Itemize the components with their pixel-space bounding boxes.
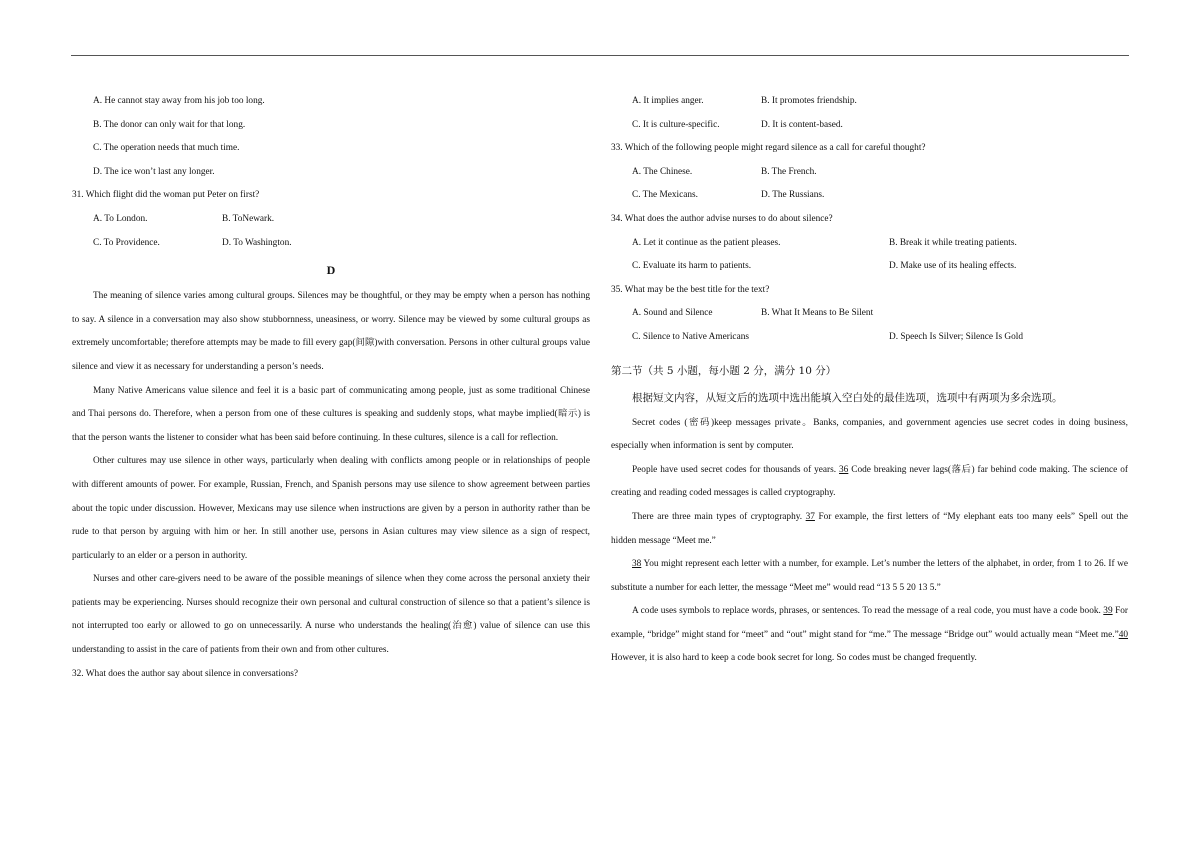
- q32-stem: 32. What does the author say about silence in conversations?: [72, 668, 298, 679]
- section-2-title: 第二节（共 5 小题，每小题 2 分，满分 10 分）: [611, 364, 837, 377]
- cloze-text: For example, the first letters of “My elephant eats too many eels” Spell out the hidden message “Meet me.”: [611, 511, 1129, 546]
- q32-options: [611, 90, 1128, 137]
- section-2-instructions: 根据短文内容，从短文后的选项中选出能填入空白处的最佳选项，选项中有两项为多余选项。: [632, 391, 1063, 404]
- passage-paragraph-1: The meaning of silence varies among cultural groups. Silences may be thoughtful, or they may be empty when a person has nothing to say. A silence in a conversation may also show stubbornness, uneasiness, or worry. Silence may be viewed by some cultural groups as extremely uncomfortable; therefore attempts may be made to fill every gap(间隙)with conversation. Persons in other cultural groups value silence and view it as necessary for understanding a person’s needs.: [72, 291, 590, 372]
- q32-option-a: A. It implies anger.: [632, 96, 704, 106]
- cloze-paragraph-5: [611, 600, 1128, 671]
- passage-paragraph-4: Nurses and other care-givers need to be aware of the possible meanings of silence when they come across the personal anxiety their patients may be experiencing. Nurses should recognize their own personal and cultural construction of silence so that a patient’s silence is not interrupted too early or allowed to go on unnecessarily. A nurse who understands the healing(治愈) value of silence can use this understanding to assist in the care of patients from their own and from other cultures.: [72, 574, 590, 656]
- cloze-paragraph-1: Secret codes (密码)keep messages private。Banks, companies, and government agencies use secret codes in doing business, especially when information is sent by computer.: [611, 417, 1128, 452]
- cloze-blank-39: 39: [1103, 606, 1113, 617]
- q31-option-d: D. To Washington.: [222, 237, 292, 248]
- q34-options: [611, 232, 1128, 279]
- q30-option-d: D. The ice won’t last any longer.: [93, 166, 215, 177]
- passage-paragraph-3: Other cultures may use silence in other ways, particularly when dealing with conflicts among people or in relationships of people with different amounts of power. For example, Russian, French, and Spanish persons may use silence to show agreement between parties about the topic under discussion. However, Mexicans may use silence when instructions are given by a person in authority rather than be rude to that person by arguing with him or her. In still another use, persons in Asian cultures may view silence as a sign of respect, particularly to an elder or a person in authority.: [72, 456, 590, 561]
- cloze-text: A code uses symbols to replace words, phrases, or sentences. To read the message of a real code, you must have a code book.: [632, 606, 1104, 617]
- q31-stem: 31. Which flight did the woman put Peter on first?: [72, 190, 260, 201]
- q33-option-d: D. The Russians.: [761, 190, 825, 201]
- q32-option-b: B. It promotes friendship.: [761, 96, 857, 106]
- q30-option-c: C. The operation needs that much time.: [93, 143, 240, 154]
- q35-options: [611, 302, 1128, 349]
- cloze-paragraph-3: [611, 506, 1128, 553]
- cloze-text: People have used secret codes for thousands of years.: [632, 464, 840, 475]
- q31-option-b: B. ToNewark.: [222, 213, 275, 224]
- cloze-paragraph-2: [611, 459, 1128, 506]
- passage-paragraph-2: Many Native Americans value silence and feel it is a basic part of communicating among people, just as some traditional Chinese and Thai persons do. Therefore, when a person from one of these cultures is speaking and suddenly stops, what maybe implied(暗示) is that the person wants the listener to consider what has been said before continuing. In these cultures, silence is a call for reflection.: [72, 385, 590, 443]
- q34-stem: 34. What does the author advise nurses to do about silence?: [611, 213, 833, 224]
- q30-option-b: B. The donor can only wait for that long.: [93, 119, 246, 130]
- section-d-heading: D: [326, 263, 336, 278]
- cloze-blank-40: 40: [1118, 629, 1128, 640]
- q34-option-d: D. Make use of its healing effects.: [889, 261, 1017, 272]
- q35-stem: 35. What may be the best title for the text?: [611, 284, 770, 295]
- q33-option-a: A. The Chinese.: [632, 166, 693, 177]
- cloze-text: You might represent each letter with a number, for example. Let’s number the letters of the alphabet, in order, from 1 to 26. If we substitute a number for each letter, the message “Meet me” would read “13 5 5 20 13 5.”: [611, 559, 1128, 593]
- cloze-paragraph-4: [611, 553, 1128, 600]
- cloze-text: There are three main types of cryptography.: [632, 511, 806, 522]
- q31-option-c: C. To Providence.: [93, 237, 160, 248]
- q32-option-d: D. It is content-based.: [761, 119, 843, 130]
- q33-stem: 33. Which of the following people might regard silence as a call for careful thought?: [611, 143, 926, 154]
- q35-option-d: D. Speech Is Silver; Silence Is Gold: [889, 331, 1024, 342]
- cloze-text: For example, “bridge” might stand for “meet” and “out” might stand for “me.” The message “Bridge out” would actually mean “Meet me.”: [611, 606, 1128, 640]
- q32-option-c: C. It is culture-specific.: [632, 119, 720, 130]
- cloze-blank-36: 36: [839, 464, 849, 475]
- q30-option-a: A. He cannot stay away from his job too long.: [93, 96, 265, 106]
- q34-option-b: B. Break it while treating patients.: [889, 237, 1017, 248]
- q33-option-b: B. The French.: [761, 166, 817, 177]
- q33-option-c: C. The Mexicans.: [632, 190, 698, 201]
- left-column: [72, 90, 590, 686]
- q34-option-a: A. Let it continue as the patient pleases.: [632, 237, 781, 248]
- cloze-text: However, it is also hard to keep a code book secret for long. So codes must be changed frequently.: [611, 653, 977, 664]
- q34-option-c: C. Evaluate its harm to patients.: [632, 261, 752, 272]
- header-rule: [71, 55, 1129, 56]
- q35-option-a: A. Sound and Silence: [632, 308, 713, 319]
- right-column: [611, 90, 1128, 671]
- q31-options: [72, 208, 590, 255]
- q33-options: [611, 161, 1128, 208]
- cloze-text: Code breaking never lags(落后) far behind code making. The science of creating and reading coded messages is called cryptography.: [611, 464, 1129, 499]
- cloze-blank-38: 38: [632, 559, 642, 570]
- cloze-blank-37: 37: [805, 511, 815, 522]
- q35-option-b: B. What It Means to Be Silent: [761, 308, 874, 319]
- q31-option-a: A. To London.: [93, 213, 148, 224]
- q35-option-c: C. Silence to Native Americans: [632, 331, 749, 342]
